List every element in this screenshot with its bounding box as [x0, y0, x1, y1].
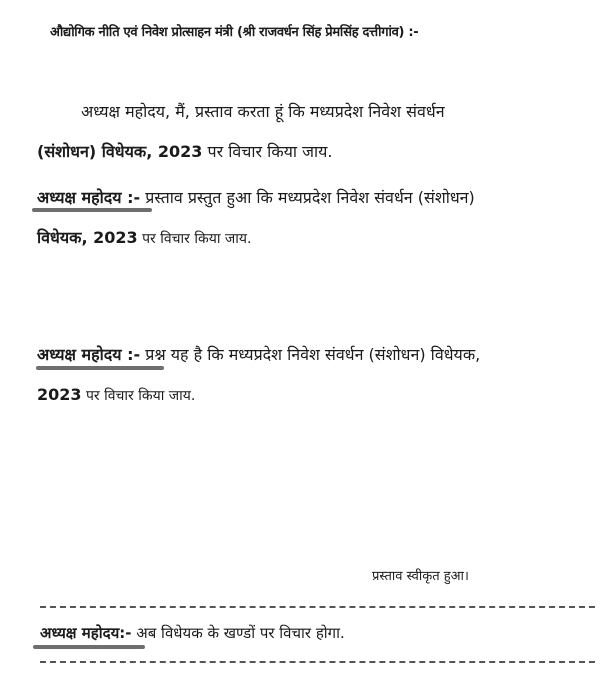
speaker-label: अध्यक्ष महोदय :-: [37, 188, 141, 207]
speaker-underline-mark: [32, 208, 152, 212]
speaker-underline-mark: [36, 366, 164, 370]
speaker-statement-1: [37, 178, 597, 258]
motion-line-1: अध्यक्ष महोदय, मैं, प्रस्ताव करता हूं कि मध्यप्रदेश निवेश संवर्धन: [81, 102, 445, 121]
bill-name-bold: (संशोधन) विधेयक, 2023: [37, 142, 203, 161]
minister-heading: औद्योगिक नीति एवं निवेश प्रोत्साहन मंत्री (श्री राजवर्धन सिंह प्रेमसिंह दत्तीगांव) :-: [50, 25, 419, 40]
statement-1-line-1: [37, 178, 597, 218]
speaker-underline-mark: [33, 645, 145, 649]
year-bold: 2023: [37, 385, 82, 404]
statement-1-line-2: [37, 218, 597, 258]
statement-1-text: प्रस्ताव प्रस्तुत हुआ कि मध्यप्रदेश निवेश संवर्धन (संशोधन): [140, 188, 475, 207]
motion-line-2-rest: पर विचार किया जाय.: [202, 142, 333, 161]
speaker-statement-3: [40, 623, 345, 643]
speaker-label: अध्यक्ष महोदय :-: [37, 345, 141, 364]
statement-2-line-2-rest: पर विचार किया जाय.: [81, 388, 196, 404]
statement-1-line-2-rest: पर विचार किया जाय.: [137, 231, 252, 247]
dashed-divider-bottom: [40, 661, 595, 663]
statement-2-line-2: [37, 375, 597, 415]
motion-accepted-note: प्रस्ताव स्वीकृत हुआ।: [372, 569, 469, 584]
speaker-label: अध्यक्ष महोदय:-: [40, 624, 132, 642]
bill-name-bold: विधेयक, 2023: [37, 228, 138, 247]
speaker-statement-2: [37, 335, 597, 415]
statement-2-text: प्रश्न यह है कि मध्यप्रदेश निवेश संवर्धन (संशोधन) विधेयक,: [140, 345, 481, 364]
statement-3-text: अब विधेयक के खण्डों पर विचार होगा.: [131, 624, 345, 642]
motion-line-2: [37, 132, 597, 172]
minister-motion-paragraph: [37, 92, 597, 172]
dashed-divider-top: [40, 606, 595, 608]
